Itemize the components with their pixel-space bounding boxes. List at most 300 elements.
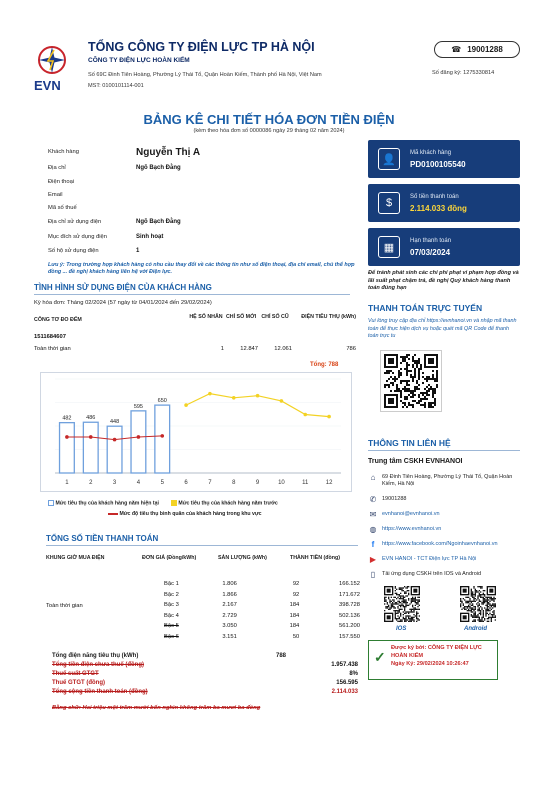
qr-module [479,599,480,600]
qr-module [418,370,420,372]
qr-module [472,597,473,598]
x-tick-label: 3 [112,480,117,486]
qr-module [393,599,394,600]
tier-amount: 398.728 [339,602,360,608]
registration-number: Số đăng ký: 1275330814 [432,70,495,76]
qr-module [409,603,410,604]
qr-module [397,594,398,595]
digital-signature [368,640,498,680]
qr-module [468,605,469,606]
qr-module [469,606,470,607]
qr-module [416,618,417,619]
qr-module [401,601,402,602]
tier-price: 2.167 [222,602,237,608]
hotline-box[interactable] [434,41,520,58]
total-b: 156.595 [336,680,358,686]
qr-module [397,606,398,607]
qr-module [419,619,420,620]
qr-module [408,599,409,600]
qr-module [412,390,414,392]
qr-module [426,394,428,396]
qr-module [398,388,400,390]
qr-module [426,378,428,380]
qr-module [475,607,476,608]
qr-module [468,597,469,598]
qr-module [418,396,420,398]
qr-module [487,597,488,598]
qr-module [492,605,493,606]
qr-module [434,378,436,380]
qr-module [392,384,394,386]
tier-row [142,592,360,603]
tier-quantity: 92 [292,591,300,598]
qr-module [422,382,424,384]
qr-module [479,594,480,595]
qr-module [400,392,402,394]
x-tick-label: 1 [65,480,69,486]
phone-icon: ☎ [451,45,462,54]
qr-module [434,404,436,406]
qr-module [403,617,404,618]
qr-module [403,602,404,603]
qr-module [428,406,430,408]
customer-value: Ngõ Bạch Đằng [136,164,181,171]
total-label: Thuế GTGT (đồng) [52,680,105,686]
qr-module [480,591,481,592]
qr-module [416,360,418,362]
hotline-number: 19001288 [467,45,503,54]
qr-module [481,594,482,595]
qr-module [412,609,413,610]
qr-module [475,614,476,615]
total-b: 2.114.033 [331,689,358,695]
qr-module [467,610,468,611]
qr-module [400,368,402,370]
qr-module [472,591,473,592]
qr-module [411,617,412,618]
qr-module [419,597,420,598]
qr-module [414,390,416,392]
qr-module [434,400,436,402]
qr-module [471,611,472,612]
tier-amount: 157.550 [339,633,360,640]
billing-period: Kỳ hóa đơn: Tháng 02/2024 (57 ngày từ 04/01/2024 đến 29/02/2024) [34,300,212,306]
qr-module [384,610,385,611]
qr-module [419,605,420,606]
contact-item[interactable] [368,526,528,541]
qr-module [405,606,406,607]
total-a [252,680,286,689]
id-card-icon: 👤 [378,148,400,170]
qr-module [495,615,496,616]
meter-moi: 12.847 [240,346,258,352]
qr-module [406,368,408,370]
qr-module [405,602,406,603]
qr-module [487,601,488,602]
android-qr-code[interactable] [460,586,496,622]
qr-module [472,605,473,606]
qr-module [473,609,474,610]
qr-module [428,402,430,404]
meter-cu: 12.061 [274,346,292,352]
qr-module [495,603,496,604]
qr-module [408,354,410,356]
qr-module [473,617,474,618]
qr-module [398,370,400,372]
qr-module [406,388,408,390]
qr-module [424,398,426,400]
usage-divider [34,294,350,295]
qr-module [399,610,400,611]
qr-module [404,597,405,598]
qr-module [406,370,408,372]
qr-module [397,613,398,614]
qr-module [428,384,430,386]
customer-label: Mã số thuế [48,204,77,211]
qr-module [400,390,402,392]
qr-module [412,597,413,598]
qr-module [485,610,486,611]
qr-module [477,617,478,618]
qr-module [475,589,476,590]
qr-module [479,618,480,619]
qr-module [409,621,410,622]
qr-module [408,394,410,396]
qr-module [416,611,417,612]
ios-qr-code[interactable] [384,586,420,622]
qr-module [401,605,402,606]
qr-module [483,590,484,591]
qr-module [417,613,418,614]
qr-module [415,615,416,616]
qr-module [471,602,472,603]
qr-module [406,374,408,376]
qr-module [432,396,434,398]
qr-module [493,617,494,618]
customer-row [48,201,348,214]
qr-module [489,603,490,604]
qr-module [404,402,406,404]
tier-name: Bậc 2 [164,591,179,598]
qr-module [387,603,388,604]
qr-module [384,601,385,602]
qr-module [418,376,420,378]
qr-module [414,354,416,356]
qr-module [399,621,400,622]
qr-module [436,384,438,386]
qr-module [471,590,472,591]
qr-module [487,607,488,608]
qr-module [420,404,422,406]
qr-module [472,603,473,604]
qr-module [473,613,474,614]
qr-module [396,386,398,388]
qr-module [480,587,481,588]
qr-module [413,611,414,612]
qr-module [395,614,396,615]
qr-module [491,614,492,615]
qr-module [404,607,405,608]
qr-module [404,360,406,362]
qr-module [420,368,422,370]
qr-module [483,593,484,594]
qr-module [485,615,486,616]
qr-module [412,380,414,382]
qr-module [396,618,397,619]
tier-row [142,613,360,624]
qr-module [404,619,405,620]
qr-module [489,617,490,618]
x-tick-label: 6 [184,480,188,486]
qr-module [417,609,418,610]
qr-module [408,621,409,622]
col-heso: HỆ SỐ NHÂN [189,314,223,320]
qr-module [434,402,436,404]
sign-date: Ngày Ký: 29/02/2024 10:26:47 [391,661,469,667]
tier-price: 1.806 [222,581,237,587]
qr-module [479,617,480,618]
qr-module [480,610,481,611]
qr-module [400,613,401,614]
qr-module [400,587,401,588]
qr-module [392,378,394,380]
qr-module [402,360,404,362]
qr-module [391,607,392,608]
qr-module [469,603,470,604]
qr-module [426,392,428,394]
qr-module [465,597,466,598]
qr-module [401,621,402,622]
contact-text: 69 Đinh Tiên Hoàng, Phường Lý Thái Tổ, Quận Hoàn Kiếm, Hà Nội [382,474,513,487]
qr-module [393,607,394,608]
qr-module [461,602,462,603]
amount-due: 2.114.033 đồng [410,203,467,213]
qr-module [411,609,412,610]
qr-module [495,598,496,599]
document-title: BẢNG KÊ CHI TIẾT HÓA ĐƠN TIỀN ĐIỆN [143,112,395,127]
qr-module [400,614,401,615]
tier-quantity: 184 [289,612,300,619]
amount-card [368,184,520,222]
qr-module [402,380,404,382]
qr-module [424,392,426,394]
qr-module [394,376,396,378]
qr-module [418,372,420,374]
qr-module [397,601,398,602]
qr-module [472,615,473,616]
qr-module [479,593,480,594]
qr-module [395,593,396,594]
qr-module [471,609,472,610]
qr-module [410,390,412,392]
qr-module [405,611,406,612]
qr-module [395,586,396,587]
qr-module [395,603,396,604]
legend-item [48,500,159,506]
qr-module [412,392,414,394]
qr-module [419,599,420,600]
customer-label: Email [48,191,63,198]
customer-row [48,175,348,188]
qr-module [414,370,416,372]
qr-module [388,609,389,610]
qr-module [472,593,473,594]
qr-module [414,368,416,370]
qr-module [467,607,468,608]
qr-module [392,372,394,374]
tier-row [142,602,360,613]
qr-module [404,599,405,600]
qr-pattern [384,586,420,622]
billing-divider [46,545,358,546]
qr-module [487,610,488,611]
qr-module [397,618,398,619]
qr-module [485,597,486,598]
qr-module [481,619,482,620]
money-icon: $ [378,192,400,214]
qr-module [402,402,404,404]
qr-module [483,617,484,618]
qr-module [398,376,400,378]
ios-label: IOS [396,626,407,632]
qr-module [420,364,422,366]
qr-module [472,595,473,596]
qr-module [412,617,413,618]
qr-module [465,609,466,610]
qr-module [464,607,465,608]
qr-module [416,382,418,384]
qr-module [413,607,414,608]
qr-module [388,378,390,380]
qr-module [407,619,408,620]
online-pay-text: Vui lòng truy cập địa chỉ https://evnhanoi.vn và nhập mã thanh toán để thực hiện dịch vụ hoặc quét mã QR Code để thanh toán trực tu [368,318,517,339]
tier-rows [142,577,360,644]
qr-module [477,610,478,611]
qr-module [487,618,488,619]
qr-module [391,603,392,604]
qr-module [399,587,400,588]
qr-module [467,597,468,598]
usage-chart [40,372,352,492]
qr-module [401,589,402,590]
legend-label: Mức độ tiêu thụ bình quân của khách hàng trong khu vực [119,511,262,518]
qr-module [488,617,489,618]
qr-module [403,601,404,602]
qr-module [412,618,413,619]
qr-module [414,394,416,396]
qr-module [472,617,473,618]
qr-module [475,601,476,602]
qr-module [401,598,402,599]
qr-module [479,610,480,611]
prev-year-point [327,415,331,419]
payment-qr-code[interactable] [380,350,442,412]
qr-module [395,615,396,616]
qr-finder [463,589,467,593]
qr-module [415,605,416,606]
qr-module [408,605,409,606]
qr-module [469,607,470,608]
qr-module [410,404,412,406]
qr-module [389,601,390,602]
mail-icon: ✉ [369,510,377,519]
qr-module [400,593,401,594]
qr-module [393,606,394,607]
qr-module [417,603,418,604]
qr-module [473,619,474,620]
qr-module [416,388,418,390]
qr-module [418,368,420,370]
qr-module [409,609,410,610]
col-sanluong: SẢN LƯỢNG (kWh) [218,555,267,561]
meter-id: 1511684607 [34,334,66,340]
qr-module [461,601,462,602]
qr-module [396,619,397,620]
qr-module [413,614,414,615]
qr-module [400,394,402,396]
total-a [252,662,286,671]
qr-module [418,402,420,404]
qr-module [416,380,418,382]
qr-module [404,602,405,603]
qr-module [408,593,409,594]
qr-module [405,615,406,616]
qr-module [396,390,398,392]
tax-code: MST: 0100101114-001 [88,83,144,89]
qr-module [477,598,478,599]
qr-module [396,388,398,390]
qr-module [471,593,472,594]
qr-module [493,611,494,612]
qr-module [419,615,420,616]
qr-module [495,619,496,620]
qr-module [489,601,490,602]
contact-item[interactable] [368,511,528,526]
chart-legend [48,500,348,517]
qr-module [492,599,493,600]
contact-item[interactable] [368,541,528,556]
qr-module [418,400,420,402]
qr-module [484,598,485,599]
customer-value: Sinh hoạt [136,234,164,240]
total-label: Tổng tiền điện chưa thuế (đồng) [52,662,145,668]
customer-row [48,244,348,258]
qr-module [432,392,434,394]
qr-module [492,617,493,618]
qr-module [489,597,490,598]
qr-module [399,617,400,618]
qr-module [405,619,406,620]
qr-module [479,621,480,622]
qr-module [491,606,492,607]
qr-module [422,404,424,406]
qr-module [412,606,413,607]
qr-module [401,587,402,588]
qr-module [432,394,434,396]
contact-item[interactable] [368,556,528,571]
signer: Được ký bởi: CÔNG TY ĐIỆN LỰC HOÀN KIẾM [391,645,482,659]
qr-module [488,609,489,610]
qr-module [411,610,412,611]
meter-table [34,314,356,358]
qr-module [472,601,473,602]
qr-module [473,621,474,622]
qr-module [399,601,400,602]
qr-module [420,400,422,402]
qr-module [385,607,386,608]
qr-module [475,613,476,614]
legend-swatch-prev [171,500,177,506]
